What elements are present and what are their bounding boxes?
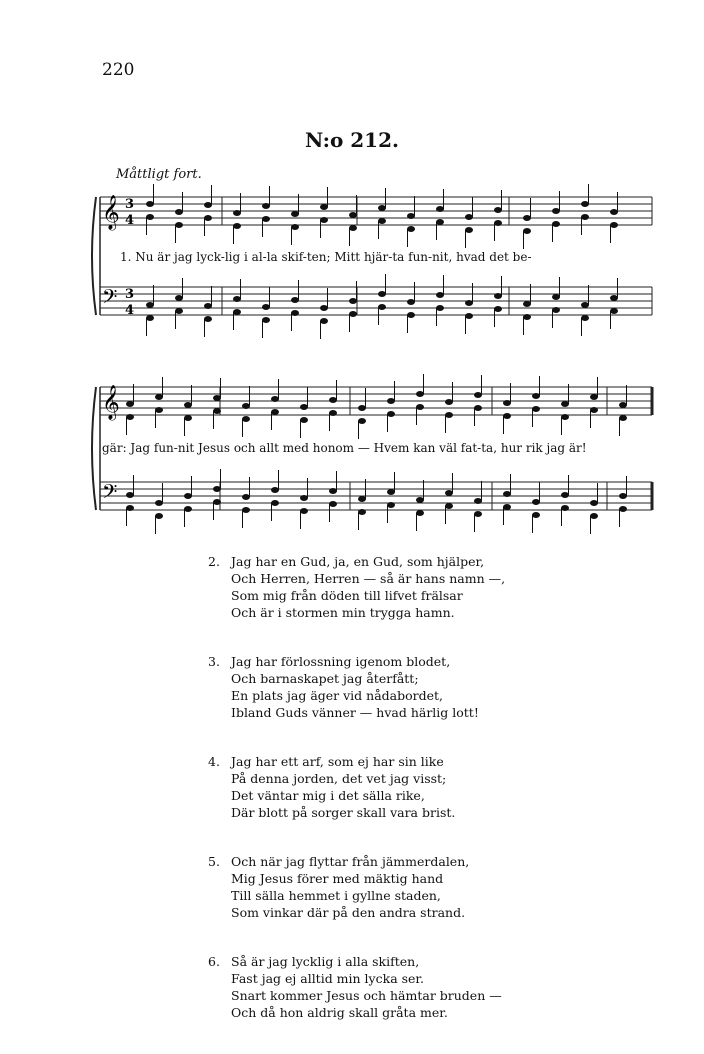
note-head [242, 494, 250, 500]
note-head [619, 415, 627, 421]
verse-line: Till sälla hemmet i gyllne staden, [231, 888, 441, 903]
note-head [146, 302, 154, 308]
note-head [329, 410, 337, 416]
note-head [349, 298, 357, 304]
tempo-marking: Måttligt fort. [116, 167, 202, 182]
note-head [155, 513, 163, 519]
note-head [474, 511, 482, 517]
note-head [532, 512, 540, 518]
note-head [233, 223, 241, 229]
note-head [233, 309, 241, 315]
note-head [532, 406, 540, 412]
verse-2 [208, 553, 608, 621]
verse-line: Och barnaskapet jag återfått; [231, 671, 419, 686]
note-head [155, 394, 163, 400]
verse-line: Jag har en Gud, ja, en Gud, som hjälper, [231, 554, 485, 569]
time-signature-treble-bottom: 4 [125, 213, 135, 228]
verse-line: Snart kommer Jesus och hämtar bruden — [231, 988, 502, 1003]
note-head [590, 500, 598, 506]
note-head [320, 204, 328, 210]
note-head [378, 218, 386, 224]
note-head [300, 508, 308, 514]
note-head [523, 314, 531, 320]
note-head [349, 212, 357, 218]
note-head [320, 217, 328, 223]
verse-6 [208, 953, 608, 1021]
note-head [561, 414, 569, 420]
note-head [271, 396, 279, 402]
note-head [204, 202, 212, 208]
note-head [175, 209, 183, 215]
verse-line: Och är i stormen min trygga hamn. [231, 605, 455, 620]
note-head [184, 506, 192, 512]
note-head [242, 507, 250, 513]
note-head [416, 510, 424, 516]
bass-clef-icon: 𝄢 [102, 285, 118, 313]
note-head [465, 214, 473, 220]
note-head [387, 489, 395, 495]
note-head [349, 311, 357, 317]
note-head [271, 500, 279, 506]
note-head [358, 496, 366, 502]
note-head [320, 318, 328, 324]
note-head [358, 509, 366, 515]
note-head [552, 294, 560, 300]
note-head [474, 498, 482, 504]
verse-number: 3. [208, 654, 220, 669]
lyrics-system-2: gär: Jag fun-nit Jesus och allt med honom — Hvem kan väl fat-ta, hur rik jag är! [102, 441, 587, 455]
note-head [503, 504, 511, 510]
note-head [407, 312, 415, 318]
note-head [146, 201, 154, 207]
note-head [300, 404, 308, 410]
verse-number: 2. [208, 554, 220, 569]
verse-line: Som vinkar där på den andra strand. [231, 905, 466, 920]
verse-line: En plats jag äger vid nådabordet, [231, 688, 444, 703]
verse-number: 6. [208, 954, 220, 969]
note-head [213, 408, 221, 414]
note-head [552, 208, 560, 214]
note-head [445, 503, 453, 509]
note-head [445, 399, 453, 405]
note-head [552, 221, 560, 227]
note-head [445, 490, 453, 496]
note-head [291, 211, 299, 217]
note-head [619, 493, 627, 499]
system-brace [92, 387, 96, 510]
note-head [155, 407, 163, 413]
note-head [126, 492, 134, 498]
note-head [262, 203, 270, 209]
verse-line: Ibland Guds vänner — hvad härlig lott! [231, 705, 479, 720]
note-head [590, 394, 598, 400]
note-head [561, 492, 569, 498]
note-head [184, 402, 192, 408]
note-head [523, 215, 531, 221]
verse-3 [208, 653, 608, 721]
verse-line: Jag har ett arf, som ej har sin like [231, 754, 444, 769]
note-head [126, 505, 134, 511]
note-head [213, 395, 221, 401]
note-head [358, 418, 366, 424]
note-head [610, 295, 618, 301]
note-head [532, 499, 540, 505]
verse-5 [208, 853, 608, 921]
verse-number: 5. [208, 854, 220, 869]
note-head [175, 222, 183, 228]
note-head [561, 401, 569, 407]
note-head [262, 317, 270, 323]
note-head [349, 225, 357, 231]
verse-line: Som mig från döden till lifvet frälsar [231, 588, 463, 603]
note-head [291, 297, 299, 303]
note-head [262, 216, 270, 222]
note-head [155, 500, 163, 506]
verses [208, 553, 608, 1053]
note-head [561, 505, 569, 511]
note-head [503, 491, 511, 497]
note-head [610, 308, 618, 314]
note-head [581, 214, 589, 220]
note-head [474, 392, 482, 398]
system-brace [92, 197, 96, 315]
hymn-number: N:o 212. [305, 128, 399, 152]
note-head [329, 397, 337, 403]
note-head [610, 222, 618, 228]
note-head [503, 400, 511, 406]
note-head [358, 405, 366, 411]
note-head [523, 228, 531, 234]
note-head [436, 206, 444, 212]
note-head [184, 493, 192, 499]
note-head [474, 405, 482, 411]
note-head [184, 415, 192, 421]
time-signature-bass-top: 3 [125, 287, 135, 302]
lyrics-system-1: 1. Nu är jag lyck-lig i al-la skif-ten; Mitt hjär-ta fun-nit, hvad det be- [120, 250, 532, 264]
note-head [436, 292, 444, 298]
note-head [387, 398, 395, 404]
note-head [378, 304, 386, 310]
verse-line: Och när jag flyttar från jämmerdalen, [231, 854, 470, 869]
note-head [329, 501, 337, 507]
note-head [494, 293, 502, 299]
verse-line: Mig Jesus förer med mäktig hand [231, 871, 444, 886]
page-number: 220 [102, 60, 135, 80]
note-head [552, 307, 560, 313]
verse-line: Fast jag ej alltid min lycka ser. [231, 971, 425, 986]
note-head [465, 300, 473, 306]
verse-line: Jag har förlossning igenom blodet, [231, 654, 451, 669]
note-head [126, 414, 134, 420]
time-signature-bass-bottom: 4 [125, 303, 135, 318]
note-head [329, 488, 337, 494]
bass-clef-icon: 𝄢 [102, 480, 118, 508]
treble-clef-icon: 𝄞 [102, 385, 120, 420]
note-head [407, 213, 415, 219]
note-head [320, 305, 328, 311]
note-head [436, 305, 444, 311]
verse-number: 4. [208, 754, 220, 769]
note-head [416, 404, 424, 410]
note-head [407, 226, 415, 232]
note-head [204, 316, 212, 322]
note-head [523, 301, 531, 307]
note-head [465, 227, 473, 233]
note-head [619, 506, 627, 512]
note-head [291, 224, 299, 230]
note-head [494, 207, 502, 213]
verse-line: Och då hon aldrig skall gråta mer. [231, 1005, 448, 1020]
note-head [271, 409, 279, 415]
verse-line: Och Herren, Herren — så är hans namn —, [231, 571, 506, 586]
verse-4 [208, 753, 608, 821]
treble-clef-icon: 𝄞 [102, 195, 120, 230]
note-head [581, 315, 589, 321]
note-head [436, 219, 444, 225]
verse-line: Så är jag lycklig i alla skiften, [231, 954, 420, 969]
note-head [494, 220, 502, 226]
note-head [262, 304, 270, 310]
note-head [581, 302, 589, 308]
note-head [146, 315, 154, 321]
note-head [300, 417, 308, 423]
note-head [407, 299, 415, 305]
note-head [619, 402, 627, 408]
note-head [532, 393, 540, 399]
note-head [503, 413, 511, 419]
note-head [175, 308, 183, 314]
note-head [204, 303, 212, 309]
note-head [233, 296, 241, 302]
note-head [300, 495, 308, 501]
note-head [590, 513, 598, 519]
note-head [387, 411, 395, 417]
time-signature-treble-top: 3 [125, 197, 135, 212]
note-head [416, 391, 424, 397]
verse-line: Där blott på sorger skall vara brist. [231, 805, 456, 820]
note-head [610, 209, 618, 215]
note-head [494, 306, 502, 312]
verse-line: Det väntar mig i det sälla rike, [231, 788, 425, 803]
note-head [445, 412, 453, 418]
note-head [465, 313, 473, 319]
note-head [242, 416, 250, 422]
note-head [204, 215, 212, 221]
note-head [378, 291, 386, 297]
note-head [581, 201, 589, 207]
note-head [213, 499, 221, 505]
note-head [242, 403, 250, 409]
note-head [175, 295, 183, 301]
note-head [416, 497, 424, 503]
note-head [291, 310, 299, 316]
note-head [378, 205, 386, 211]
note-head [233, 210, 241, 216]
note-head [271, 487, 279, 493]
note-head [590, 407, 598, 413]
verse-line: På denna jorden, det vet jag visst; [231, 771, 447, 786]
note-head [146, 214, 154, 220]
note-head [387, 502, 395, 508]
note-head [126, 401, 134, 407]
note-head [213, 486, 221, 492]
